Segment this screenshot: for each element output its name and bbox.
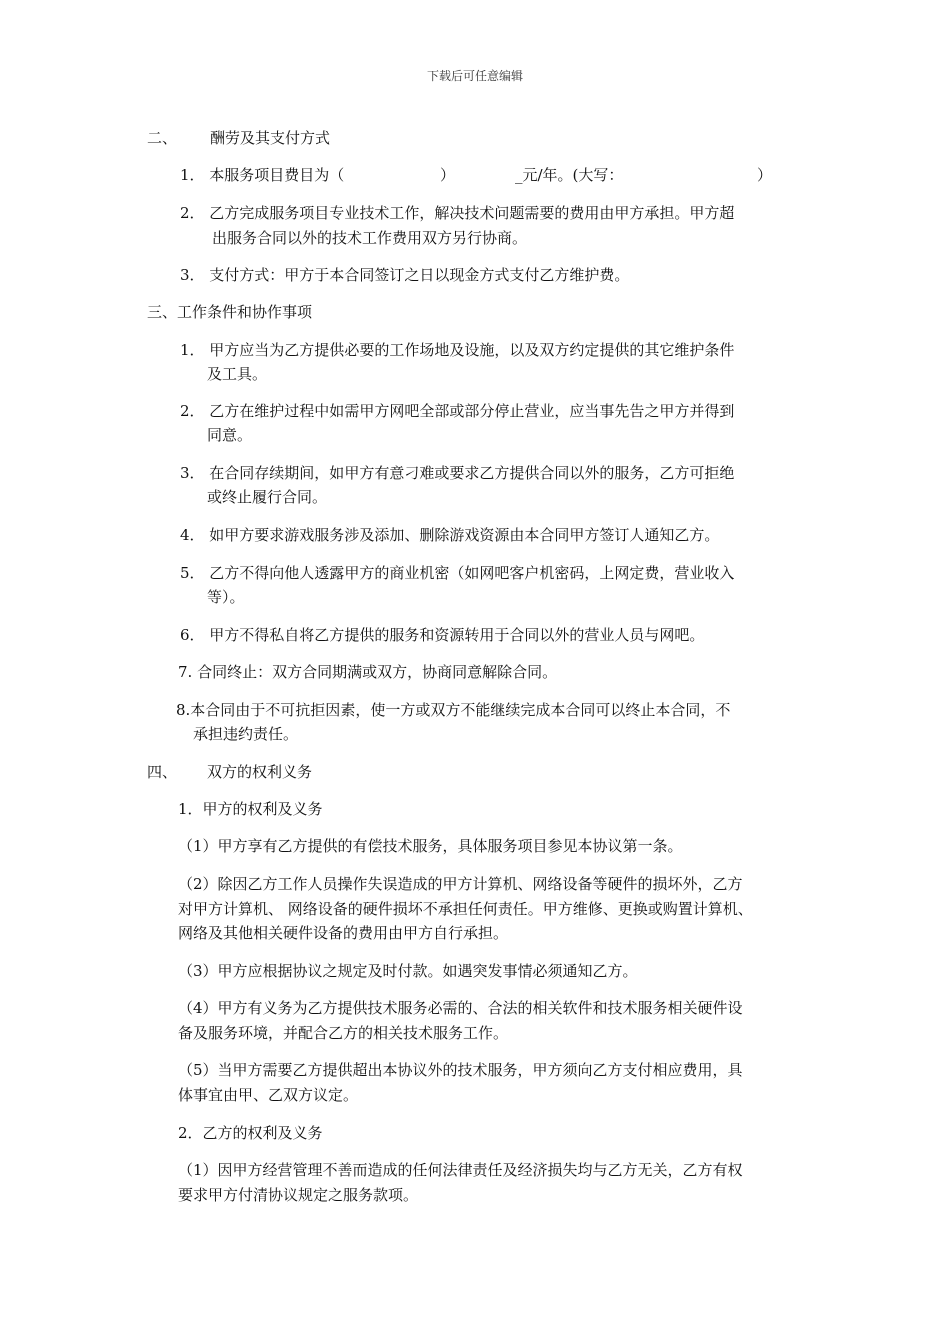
sec3-item3-line1: 3． 在合同存续期间，如甲方有意刁难或要求乙方提供合同以外的服务，乙方可拒绝: [180, 464, 735, 482]
party-b-clause-1-line1: （1）因甲方经营管理不善而造成的任何法律责任及经济损失均与乙方无关，乙方有权: [178, 1161, 743, 1179]
sec3-item3-line2: 或终止履行合同。: [207, 488, 328, 506]
sec2-item3: 3． 支付方式：甲方于本合同签订之日以现金方式支付乙方维护费。: [180, 266, 630, 284]
sec3-item6: 6． 甲方不得私自将乙方提供的服务和资源转用于合同以外的营业人员与网吧。: [180, 626, 705, 644]
sec3-item5-line2: 等）。: [207, 588, 245, 606]
section-3-title: 三、工作条件和协作事项: [147, 303, 313, 321]
party-b-clause-1-line2: 要求甲方付清协议规定之服务款项。: [178, 1186, 419, 1204]
sec3-item5-line1: 5． 乙方不得向他人透露甲方的商业机密（如网吧客户机密码，上网定费，营业收入: [180, 564, 735, 582]
sec2-item1-part-d: ）: [757, 166, 773, 184]
sec2-item1-part-b: ）: [440, 166, 456, 184]
sec3-item2-line2: 同意。: [207, 426, 253, 444]
section-4-number: 四、: [147, 763, 178, 781]
sec3-item1-line1: 1． 甲方应当为乙方提供必要的工作场地及设施，以及双方约定提供的其它维护条件: [180, 341, 735, 359]
party-a-clause-3: （3）甲方应根据协议之规定及时付款。如遇突发事情必须通知乙方。: [178, 962, 638, 980]
party-a-clause-4-line1: （4）甲方有义务为乙方提供技术服务必需的、合法的相关软件和技术服务相关硬件设: [178, 999, 743, 1017]
party-a-clause-2-line3: 网络及其他相关硬件设备的费用由甲方自行承担。: [178, 924, 509, 942]
party-a-clause-5-line1: （5）当甲方需要乙方提供超出本协议外的技术服务，甲方须向乙方支付相应费用，具: [178, 1061, 743, 1079]
page-header: 下载后可任意编辑: [426, 69, 523, 83]
party-a-rights-title: 1．甲方的权利及义务: [178, 800, 323, 818]
party-a-clause-4-line2: 备及服务环境，并配合乙方的相关技术服务工作。: [178, 1024, 509, 1042]
section-4-title: 双方的权利义务: [207, 763, 313, 781]
party-a-clause-5-line2: 体事宜由甲、乙双方议定。: [178, 1086, 359, 1104]
section-2-title: 酬劳及其支付方式: [210, 129, 331, 147]
sec3-item7: 7. 合同终止：双方合同期满或双方，协商同意解除合同。: [178, 663, 558, 681]
section-2-number: 二、: [147, 129, 178, 147]
sec2-item2-line2: 出服务合同以外的技术工作费用双方另行协商。: [212, 229, 528, 247]
sec2-item1-part-a: 1． 本服务项目费目为（: [180, 166, 345, 184]
party-a-clause-1: （1）甲方享有乙方提供的有偿技术服务，具体服务项目参见本协议第一条。: [178, 837, 683, 855]
sec3-item2-line1: 2． 乙方在维护过程中如需甲方网吧全部或部分停止营业，应当事先告之甲方并得到: [180, 402, 735, 420]
party-a-clause-2-line1: （2）除因乙方工作人员操作失误造成的甲方计算机、网络设备等硬件的损坏外，乙方: [178, 875, 743, 893]
sec3-item1-line2: 及工具。: [207, 365, 268, 383]
sec2-item1-part-c: _元/年。(大写：: [515, 166, 624, 184]
party-b-rights-title: 2．乙方的权利及义务: [178, 1124, 323, 1142]
party-a-clause-2-line2: 对甲方计算机、 网络设备的硬件损坏不承担任何责任。甲方维修、更换或购置计算机、: [178, 900, 753, 918]
sec3-item8-line2: 承担违约责任。: [193, 725, 299, 743]
sec2-item2-line1: 2． 乙方完成服务项目专业技术工作，解决技术问题需要的费用由甲方承担。甲方超: [180, 204, 735, 222]
sec3-item8-line1: 8.本合同由于不可抗拒因素，使一方或双方不能继续完成本合同可以终止本合同，不: [176, 701, 731, 719]
sec3-item4: 4． 如甲方要求游戏服务涉及添加、删除游戏资源由本合同甲方签订人通知乙方。: [180, 526, 720, 544]
